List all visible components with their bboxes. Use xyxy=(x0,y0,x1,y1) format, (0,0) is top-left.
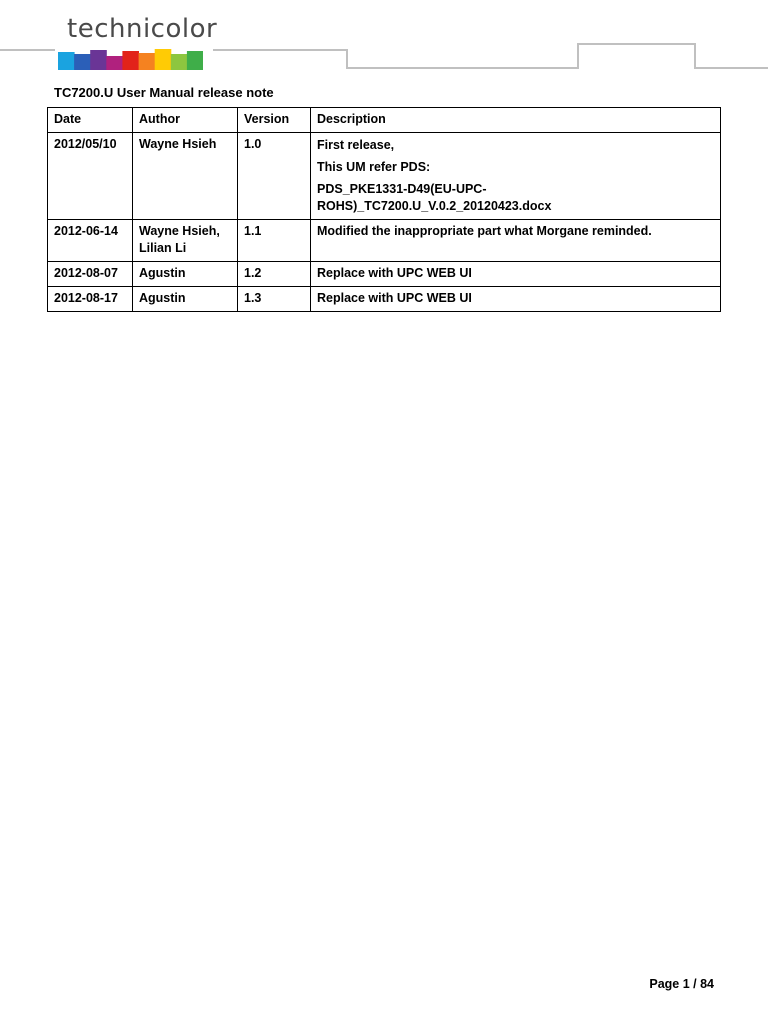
logo-color-block xyxy=(139,53,156,70)
logo-color-block xyxy=(187,51,203,70)
cell-description: Modified the inappropriate part what Morgane reminded. xyxy=(311,220,721,262)
cell-author: Agustin xyxy=(133,287,238,312)
technicolor-logo-text: technicolor xyxy=(67,14,218,44)
cell-author: Wayne Hsieh xyxy=(133,133,238,220)
cell-date: 2012-08-17 xyxy=(48,287,133,312)
technicolor-logo-bars xyxy=(58,48,203,70)
logo-color-block xyxy=(122,51,139,70)
cell-date: 2012/05/10 xyxy=(48,133,133,220)
header-date: Date xyxy=(48,108,133,133)
header-author: Author xyxy=(133,108,238,133)
author-line: Lilian Li xyxy=(139,241,187,255)
logo-color-block xyxy=(155,49,172,70)
table-header-row xyxy=(48,108,721,133)
cell-description: Replace with UPC WEB UI xyxy=(311,262,721,287)
logo-color-block xyxy=(90,50,107,70)
author-line: Wayne Hsieh, xyxy=(139,224,220,238)
cell-author xyxy=(133,220,238,262)
description-line: This UM refer PDS: xyxy=(317,160,431,174)
cell-date: 2012-06-14 xyxy=(48,220,133,262)
cell-description xyxy=(311,133,721,220)
cell-version: 1.2 xyxy=(238,262,311,287)
cell-date: 2012-08-07 xyxy=(48,262,133,287)
cell-version: 1.0 xyxy=(238,133,311,220)
table-row xyxy=(48,262,721,287)
page-number: Page 1 / 84 xyxy=(649,977,714,991)
description-line: First release, xyxy=(317,138,395,152)
cell-author: Agustin xyxy=(133,262,238,287)
document-title: TC7200.U User Manual release note xyxy=(54,85,274,100)
table-row xyxy=(48,133,721,220)
header-description: Description xyxy=(311,108,721,133)
table-row xyxy=(48,220,721,262)
description-line: PDS_PKE1331-D49(EU-UPC-ROHS)_TC7200.U_V.0.2_20120423.docx xyxy=(317,182,552,213)
cell-version: 1.1 xyxy=(238,220,311,262)
logo-color-block xyxy=(58,52,75,70)
header-version: Version xyxy=(238,108,311,133)
logo-color-block xyxy=(171,54,188,70)
cell-version: 1.3 xyxy=(238,287,311,312)
logo-color-block xyxy=(74,54,91,70)
cell-description: Replace with UPC WEB UI xyxy=(311,287,721,312)
table-row xyxy=(48,287,721,312)
release-note-table xyxy=(47,107,721,312)
logo-color-block xyxy=(106,56,123,70)
